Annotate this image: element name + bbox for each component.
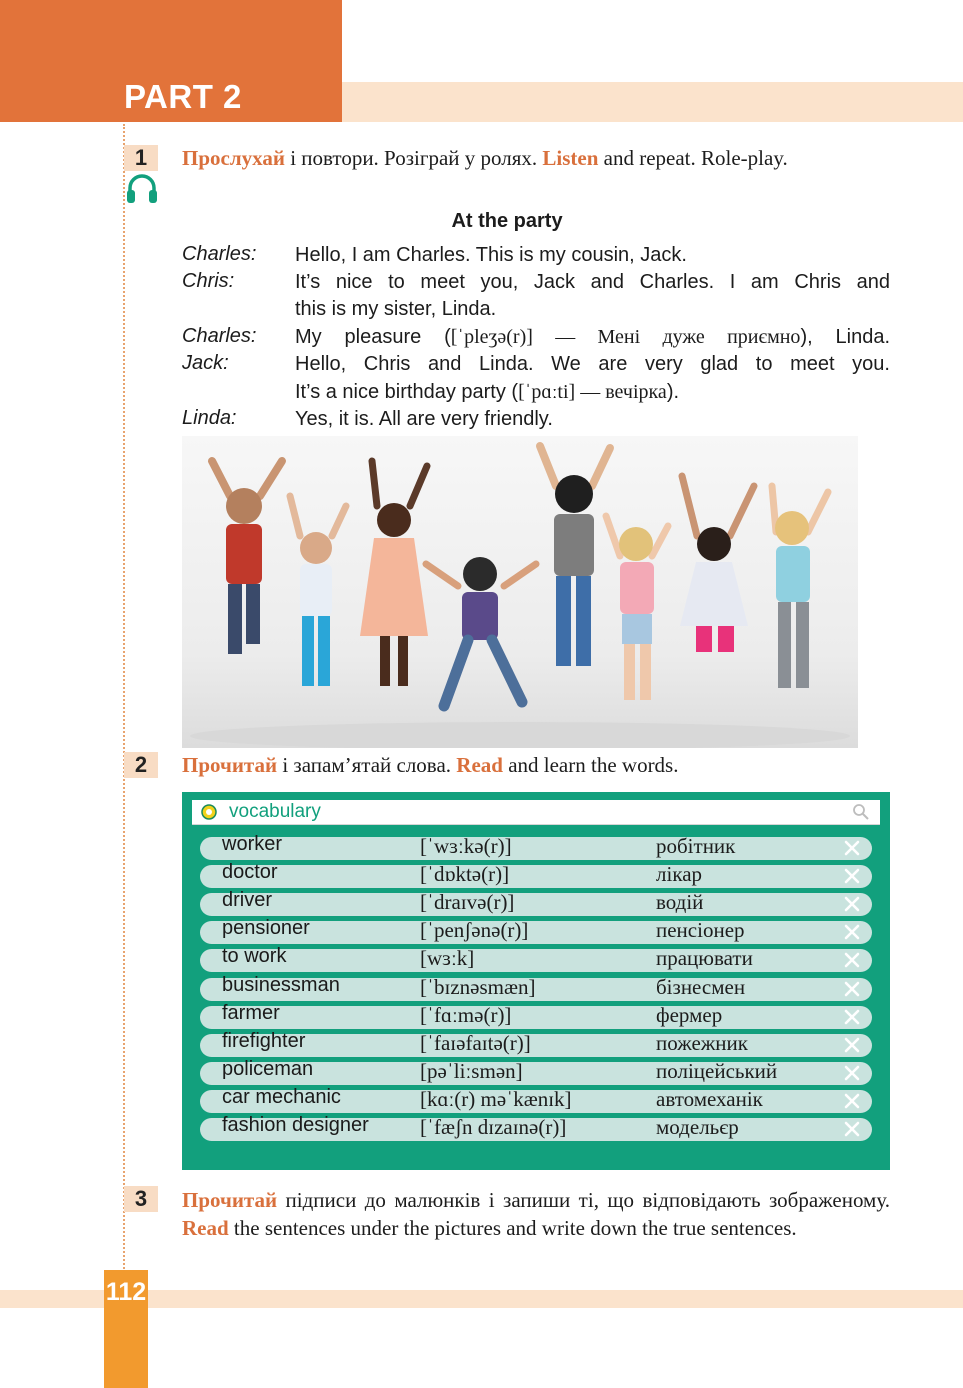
vocabulary-row[interactable] (200, 945, 872, 972)
speaker-charles: Charles: (182, 325, 257, 347)
exercise-number-1: 1 (124, 145, 158, 171)
exercise-number-3: 3 (124, 1186, 158, 1212)
dialogue-line-cont: this is my sister, Linda. (295, 298, 497, 320)
vocab-translation: пожежник (656, 1030, 748, 1055)
vocab-translation: поліцейський (656, 1058, 778, 1083)
vocab-transcription: [ˈdraɪvə(r)] (420, 890, 515, 915)
vocab-word: policeman (222, 1057, 314, 1080)
part-title: PART 2 (124, 78, 242, 115)
vocabulary-search-bar[interactable] (192, 800, 880, 825)
line-part: It’s a nice birthday party ( (295, 381, 519, 403)
instruction-text-en: and learn the words. (502, 753, 679, 777)
vocab-word: to work (222, 945, 287, 968)
dialogue-line-cont (295, 379, 890, 406)
vocabulary-row[interactable] (200, 1029, 872, 1057)
instruction-accent-en: Read (456, 753, 503, 777)
close-icon[interactable] (842, 922, 862, 942)
exercise-3-instruction (182, 1186, 890, 1242)
search-icon[interactable] (852, 803, 870, 821)
transcription: [ˈpleʒə(r)] — Мені дуже приємно (450, 326, 801, 348)
exercise-1-instruction (182, 144, 890, 172)
instruction-accent-ua: Прочитай (182, 753, 278, 777)
vocab-translation: робітник (656, 834, 736, 858)
jumping-kids-illustration (182, 436, 858, 748)
dialogue-line: It’s nice to meet you, Jack and Charles. I am Chris and (295, 271, 890, 293)
vocab-word: car mechanic (222, 1085, 341, 1108)
vocab-word: farmer (222, 1001, 280, 1024)
exercise-2-instruction (182, 751, 890, 779)
close-icon[interactable] (842, 1063, 862, 1083)
vocabulary-bullet-icon (200, 803, 218, 821)
instruction-text-ua: підписи до малюнків і запиши ті, що відповідають зображеному. (277, 1188, 890, 1212)
kids-party-photo (182, 436, 858, 748)
vocabulary-row[interactable] (200, 1114, 872, 1141)
instruction-text-ua: і повтори. Розіграй у ролях. (284, 146, 543, 170)
vocab-transcription: [ˈwɜːkə(r)] (420, 834, 512, 858)
vocab-transcription: [ˈfɑːmə(r)] (420, 1002, 512, 1027)
vocab-transcription: [kɑː(r) məˈkænɪk] (420, 1086, 572, 1111)
vocab-transcription: [ˈbɪznəsmæn] (420, 974, 536, 999)
vocab-transcription: [wɜːk] (420, 946, 475, 971)
instruction-text-ua: і запам’ятай слова. (277, 753, 457, 777)
vocab-translation: автомеханік (656, 1086, 763, 1111)
vocab-word: fashion designer (222, 1114, 369, 1136)
instruction-accent-ua: Прочитай (182, 1188, 278, 1212)
vocab-word: businessman (222, 973, 340, 996)
vocab-translation: фермер (656, 1002, 723, 1027)
vocab-transcription: [ˈfaɪəfaɪtə(r)] (420, 1030, 531, 1055)
vocab-translation: пенсіонер (656, 918, 745, 943)
speaker-chris: Chris: (182, 270, 235, 292)
vocab-word: worker (222, 833, 283, 855)
line-part: ), Linda. (800, 326, 890, 348)
close-icon[interactable] (842, 979, 862, 999)
dialogue-line (295, 324, 890, 351)
instruction-text-en: the sentences under the pictures and write down the true sentences. (228, 1216, 797, 1240)
vocab-transcription: [pəˈliːsmən] (420, 1058, 523, 1083)
dialogue-title: At the party (451, 210, 563, 232)
close-icon[interactable] (842, 838, 862, 858)
vocabulary-row[interactable] (200, 1057, 872, 1085)
close-icon[interactable] (842, 1007, 862, 1027)
page-number: 112 (105, 1278, 147, 1306)
speaker-charles: Charles: (182, 243, 257, 265)
close-icon[interactable] (842, 1035, 862, 1055)
vocab-transcription: [ˈpenʃənə(r)] (420, 918, 529, 943)
close-icon[interactable] (842, 894, 862, 914)
instruction-text-en: and repeat. Role-play. (598, 146, 788, 170)
instruction-accent-ua: Прослухай (182, 146, 285, 170)
headphones-icon[interactable] (125, 173, 159, 205)
vocab-translation: лікар (656, 862, 703, 887)
close-icon[interactable] (842, 866, 862, 886)
transcription: [ˈpɑːti] — вечірка (518, 381, 667, 403)
speaker-linda: Linda: (182, 407, 237, 429)
dialogue-line: Yes, it is. All are very friendly. (295, 408, 553, 430)
vocab-translation: модельєр (656, 1115, 739, 1139)
vocab-translation: бізнесмен (656, 974, 746, 999)
vocab-word: pensioner (222, 917, 310, 940)
close-icon[interactable] (842, 1091, 862, 1111)
close-icon[interactable] (842, 1119, 862, 1139)
margin-dotted-line (123, 124, 125, 1288)
vocabulary-row[interactable] (200, 1085, 872, 1113)
line-part: My pleasure ( (295, 326, 451, 348)
close-icon[interactable] (842, 950, 862, 970)
vocab-word: driver (222, 889, 273, 912)
vocabulary-row[interactable] (200, 973, 872, 1001)
vocabulary-row[interactable] (200, 1001, 872, 1029)
vocabulary-row[interactable] (200, 833, 872, 860)
line-part: ). (666, 381, 680, 403)
instruction-accent-en: Read (182, 1216, 229, 1240)
header-stripe (342, 82, 963, 122)
vocab-transcription: [ˈdɒktə(r)] (420, 862, 510, 887)
vocabulary-row[interactable] (200, 861, 872, 888)
vocab-transcription: [ˈfæʃn dɪzaɪnə(r)] (420, 1115, 567, 1139)
dialogue-line: Hello, I am Charles. This is my cousin, Jack. (295, 244, 687, 266)
vocabulary-label: vocabulary (229, 801, 321, 822)
speaker-jack: Jack: (182, 352, 229, 374)
vocabulary-panel (182, 792, 890, 1170)
vocab-word: doctor (222, 861, 278, 884)
vocab-translation: працювати (656, 946, 753, 971)
exercise-number-2: 2 (124, 752, 158, 778)
vocabulary-row[interactable] (200, 917, 872, 944)
vocab-translation: водій (656, 890, 704, 915)
vocab-word: firefighter (222, 1029, 306, 1052)
instruction-accent-en: Listen (542, 146, 599, 170)
dialogue-line: Hello, Chris and Linda. We are very glad to meet you. (295, 353, 890, 375)
vocabulary-row[interactable] (200, 889, 872, 916)
